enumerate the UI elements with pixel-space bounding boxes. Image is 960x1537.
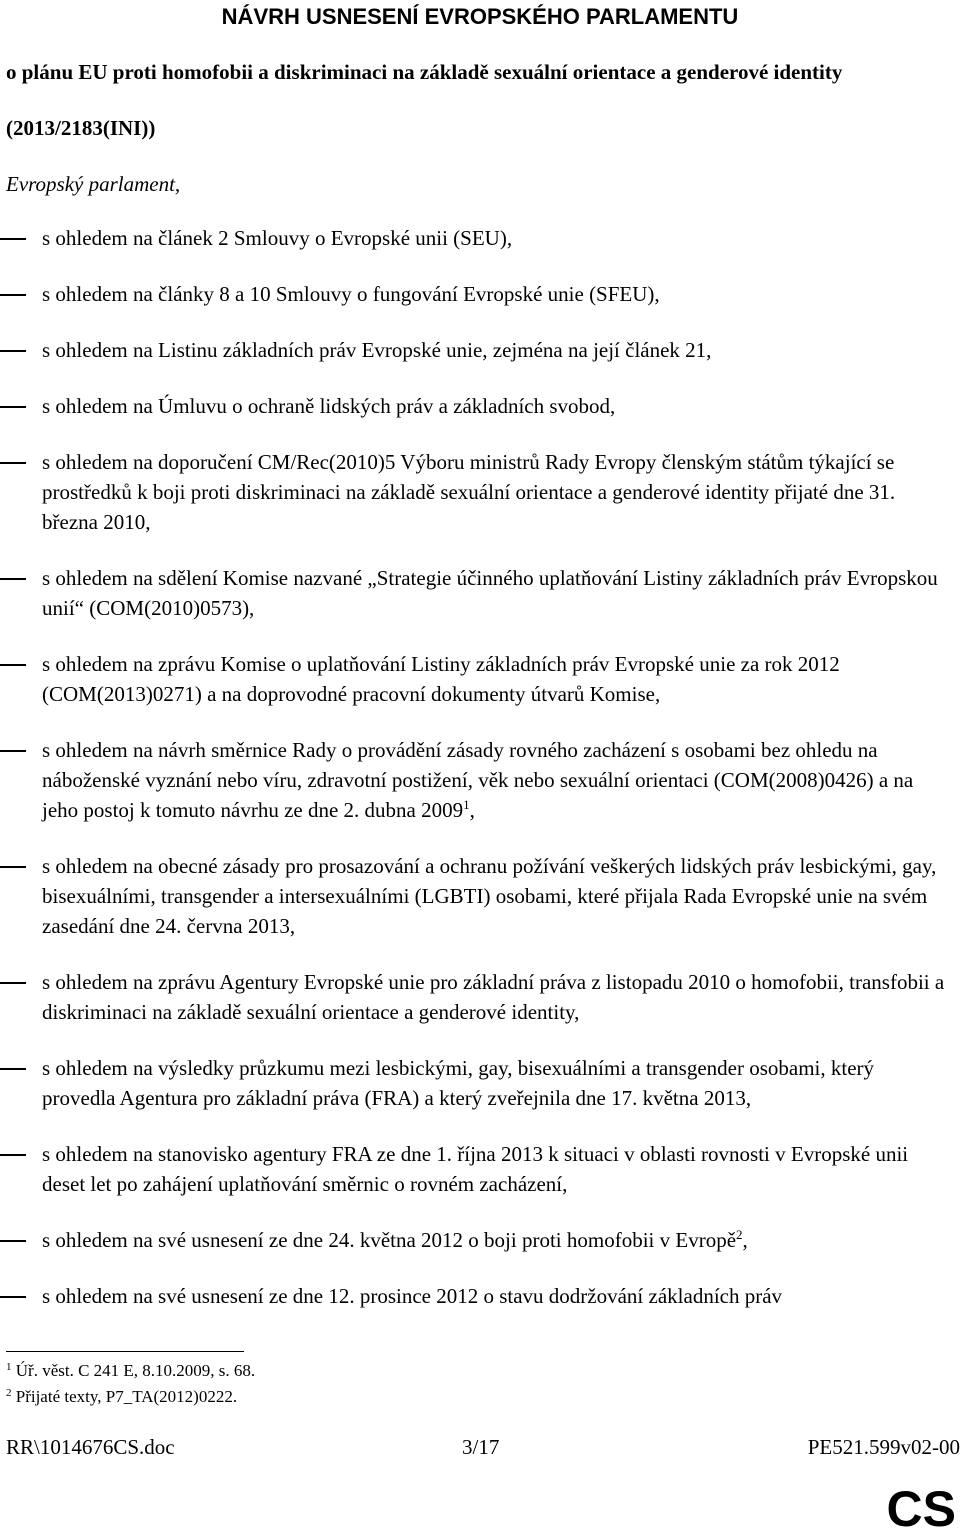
- citation-text: s ohledem na Úmluvu o ochraně lidských práv a základních svobod,: [42, 394, 616, 418]
- citation-item: [0, 1053, 960, 1113]
- citation-text: s ohledem na výsledky průzkumu mezi lesbickými, gay, bisexuálními a transgender osobami, který provedla Agentura pro základní práva (FRA) a který zveřejnila dne 17. května 2013,: [42, 1056, 875, 1110]
- citation-item: [0, 649, 960, 709]
- dash-bullet: [0, 406, 26, 408]
- footnote-reference: 1: [463, 797, 470, 812]
- document-title: o plánu EU proti homofobii a diskriminaci na základě sexuální orientace a genderové identity: [6, 60, 843, 84]
- dash-bullet: [0, 462, 26, 464]
- citation-text: s ohledem na doporučení CM/Rec(2010)5 Výboru ministrů Rady Evropy členským státům týkající se prostředků k boji proti diskriminaci na základě sexuální orientace a genderové identity přijaté dne 31. března 2010,: [42, 450, 896, 534]
- footnotes: [6, 1358, 255, 1410]
- citation-item: [0, 1139, 960, 1199]
- dash-bullet: [0, 982, 26, 984]
- citation-item: [0, 391, 960, 421]
- document-heading: NÁVRH USNESENÍ EVROPSKÉHO PARLAMENTU: [221, 4, 739, 29]
- dash-bullet: [0, 1240, 26, 1242]
- dash-bullet: [0, 1296, 26, 1298]
- footer-page-number: 3/17: [462, 1435, 500, 1459]
- citation-text: s ohledem na sdělení Komise nazvané „Strategie účinného uplatňování Listiny základních práv Evropskou unií“ (COM(2010)0573),: [42, 566, 938, 620]
- procedure-number: (2013/2183(INI)): [6, 116, 156, 140]
- citation-text: s ohledem na obecné zásady pro prosazování a ochranu požívání veškerých lidských práv lesbickými, gay, bisexuálními, transgender a intersexuálními (LGBTI) osobami, které přijala Rada Evropské unie na svém zasedání dne 24. června 2013,: [42, 854, 937, 938]
- footnote: $^2$ Přijaté texty, P7_TA(2012)0222.: [6, 1387, 238, 1406]
- footnote-reference: 2: [736, 1227, 743, 1242]
- citation-item: [0, 223, 960, 253]
- dash-bullet: [0, 578, 26, 580]
- citations-list: [0, 223, 960, 1337]
- citation-item: [0, 851, 960, 941]
- dash-bullet: [0, 1068, 26, 1070]
- citation-text: s ohledem na stanovisko agentury FRA ze dne 1. října 2013 k situaci v oblasti rovnosti v Evropské unii deset let po zahájení uplatňování směrnic o rovném zacházení,: [42, 1142, 909, 1196]
- intro-line: Evropský parlament,: [6, 172, 181, 196]
- citation-text: s ohledem na své usnesení ze dne 24. května 2012 o boji proti homofobii v Evropě$^2$,: [42, 1227, 748, 1252]
- page-footer: [6, 1433, 960, 1461]
- dash-bullet: [0, 1154, 26, 1156]
- footnote: $^1$ Úř. věst. C 241 E, 8.10.2009, s. 68.: [6, 1361, 256, 1380]
- citation-text: s ohledem na zprávu Komise o uplatňování Listiny základních práv Evropské unie za rok 2012 (COM(2013)0271) a na doprovodné pracovní dokumenty útvarů Komise,: [42, 652, 840, 706]
- citation-item: [0, 563, 960, 623]
- dash-bullet: [0, 238, 26, 240]
- dash-bullet: [0, 350, 26, 352]
- citation-item: [0, 1225, 960, 1255]
- citation-item: [0, 335, 960, 365]
- dash-bullet: [0, 664, 26, 666]
- dash-bullet: [0, 294, 26, 296]
- citation-item: [0, 1281, 960, 1311]
- footnote-separator: [6, 1351, 244, 1352]
- citation-text: s ohledem na návrh směrnice Rady o provádění zásady rovného zacházení s osobami bez ohledu na náboženské vyznání nebo víru, zdravotní postižení, věk nebo sexuální orientaci (COM(2008)0426) a na jeho postoj k tomuto návrhu ze dne 2. dubna 2009$^1$,: [42, 738, 914, 822]
- dash-bullet: [0, 866, 26, 868]
- dash-bullet: [0, 750, 26, 752]
- citation-text: s ohledem na články 8 a 10 Smlouvy o fungování Evropské unie (SFEU),: [42, 282, 660, 306]
- language-code: CS: [886, 1481, 956, 1537]
- citation-item: [0, 279, 960, 309]
- citation-item: [0, 735, 960, 825]
- citation-text: s ohledem na článek 2 Smlouvy o Evropské unii (SEU),: [42, 226, 513, 250]
- citation-text: s ohledem na své usnesení ze dne 12. prosince 2012 o stavu dodržování základních práv: [42, 1284, 783, 1308]
- footer-filename: RR\1014676CS.doc: [6, 1435, 175, 1459]
- footer-reference: PE521.599v02-00: [807, 1435, 960, 1459]
- citation-text: s ohledem na Listinu základních práv Evropské unie, zejména na její článek 21,: [42, 338, 712, 362]
- citation-item: [0, 447, 960, 537]
- citation-text: s ohledem na zprávu Agentury Evropské unie pro základní práva z listopadu 2010 o homofobii, transfobii a diskriminaci na základě sexuální orientace a genderové identity,: [42, 970, 945, 1024]
- citation-item: [0, 967, 960, 1027]
